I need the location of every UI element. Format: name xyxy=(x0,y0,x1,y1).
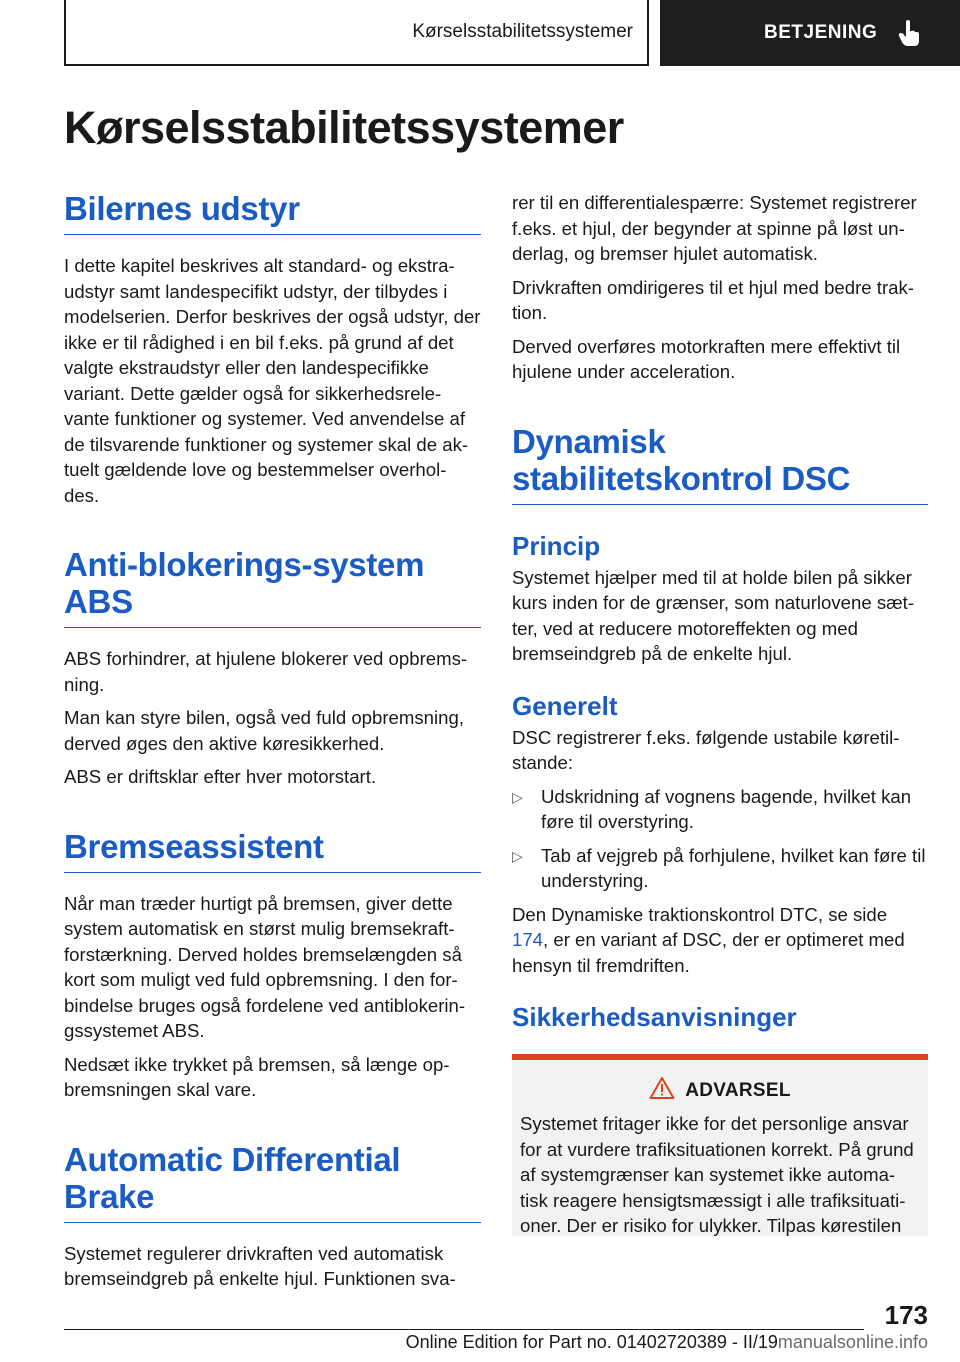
page-number: 173 xyxy=(884,1300,928,1330)
section-title-dsc: Dynamisk stabilitetskontrol DSC xyxy=(512,423,928,505)
section-title-abs: Anti-blokerings-system ABS xyxy=(64,546,481,628)
warning-header xyxy=(520,1076,920,1105)
brake-assist-paragraph-1: Når man træder hurtigt på bremsen, giver dette system automatisk en størst mulig bremsekraft-forstærkning. Derved holdes bremselængden så kort som muligt ved fuld opbremsning. I den for-bindelse bruges også fordelene ved antiblokerin-gssystemet ABS. xyxy=(64,892,466,1041)
footer-edition xyxy=(0,1332,928,1353)
page-reference-link[interactable]: 174 xyxy=(512,929,544,950)
adb-continued-paragraph-1: rer til en differentialespærre: Systemet registrerer f.eks. et hjul, der begynder at spinne på løst un-derlag, og bremser hjulet automatisk. xyxy=(512,192,917,264)
pointing-hand-icon xyxy=(897,19,921,47)
abs-paragraph-3: ABS er driftsklar efter hver motorstart. xyxy=(64,766,377,787)
dtc-paragraph xyxy=(512,902,928,979)
header-chapter-box xyxy=(64,0,649,66)
abs-paragraph-1: ABS forhindrer, at hjulene blokerer ved opbrems-ning. xyxy=(64,648,468,695)
section-title-adb: Automatic Differential Brake xyxy=(64,1141,481,1223)
dtc-text-after: , er en variant af DSC, der er optimeret med hensyn til fremdriften. xyxy=(512,929,905,976)
adb-continued-paragraph-3: Derved overføres motorkraften mere effektivt til hjulene under acceleration. xyxy=(512,335,901,382)
subsection-title-safety: Sikkerhedsanvisninger xyxy=(512,1002,797,1032)
brake-assist-paragraph-2: Nedsæt ikke trykket på bremsen, så længe op-bremsningen skal vare. xyxy=(64,1053,450,1100)
edition-text: Online Edition for Part no. 01402720389 - II/19 xyxy=(405,1332,778,1352)
watermark-text: manualsonline.info xyxy=(777,1332,928,1352)
footer-divider xyxy=(64,1329,864,1330)
warning-box xyxy=(512,1054,928,1236)
adb-paragraph: Systemet regulerer drivkraften ved automatisk bremseindgreb på enkelte hjul. Funktionen sva- xyxy=(64,1242,456,1289)
header-chapter-title: Kørselsstabilitetssystemer xyxy=(412,21,633,42)
list-item xyxy=(512,784,928,835)
section-title-equipment: Bilernes udstyr xyxy=(64,190,481,235)
right-column xyxy=(512,190,928,1236)
triangle-bullet-icon: ▷ xyxy=(512,847,523,864)
adb-continued-paragraph-2: Drivkraften omdirigeres til et hjul med bedre trak-tion. xyxy=(512,276,914,323)
warning-label: ADVARSEL xyxy=(685,1079,791,1101)
left-column xyxy=(64,190,481,1292)
subsection-title-principle: Princip xyxy=(512,530,601,561)
section-title-brake-assist: Bremseassistent xyxy=(64,828,481,873)
equipment-paragraph: I dette kapitel beskrives alt standard- og ekstra-udstyr samt landespecifikt udstyr, der tilbydes i modelserien. Derfor beskrives der også udstyr, der ikke er til rådighed i en bil f.eks. på grund af det valgte ekstraudstyr eller den landespecifikke variant. Dette gælder også for sikkerhedsrele-vante funktioner og systemer. Ved anvendelse af de tilsvarende funktioner og systemer skal de ak-tuelt gældende love og bestemmelser overhol-des. xyxy=(64,255,481,506)
list-item xyxy=(512,843,928,894)
warning-text: Systemet fritager ikke for det personlige ansvar for at vurdere trafiksituationen korrekt. På grund af systemgrænser kan systemet ikke automa-tisk reagere hensigtsmæssigt i alle trafiksituati-oner. Der er risiko for ulykker. Tilpas kørestilen xyxy=(520,1113,914,1236)
dtc-text-before: Den Dynamiske traktionskontrol DTC, se side xyxy=(512,903,888,925)
header-section-label: BETJENING xyxy=(764,22,878,43)
abs-paragraph-2: Man kan styre bilen, også ved fuld opbremsning, derved øges den aktive køresikkerhed. xyxy=(64,707,464,754)
general-paragraph: DSC registrerer f.eks. følgende ustabile køretil-stande: xyxy=(512,726,900,773)
principle-paragraph: Systemet hjælper med til at holde bilen på sikker kurs inden for de grænser, som naturlovene sæt-ter, ved at reducere motoreffekten og med bremseindgreb på de enkelte hjul. xyxy=(512,566,915,664)
header-section-tab xyxy=(660,0,960,66)
page-title: Kørselsstabilitetssystemer xyxy=(64,102,624,153)
list-item-text: Udskridning af vognens bagende, hvilket kan føre til overstyring. xyxy=(541,785,912,832)
subsection-title-general: Generelt xyxy=(512,690,618,721)
warning-triangle-icon xyxy=(649,1076,675,1105)
list-item-text: Tab af vejgreb på forhjulene, hvilket kan føre til understyring. xyxy=(541,844,926,891)
triangle-bullet-icon: ▷ xyxy=(512,788,523,805)
